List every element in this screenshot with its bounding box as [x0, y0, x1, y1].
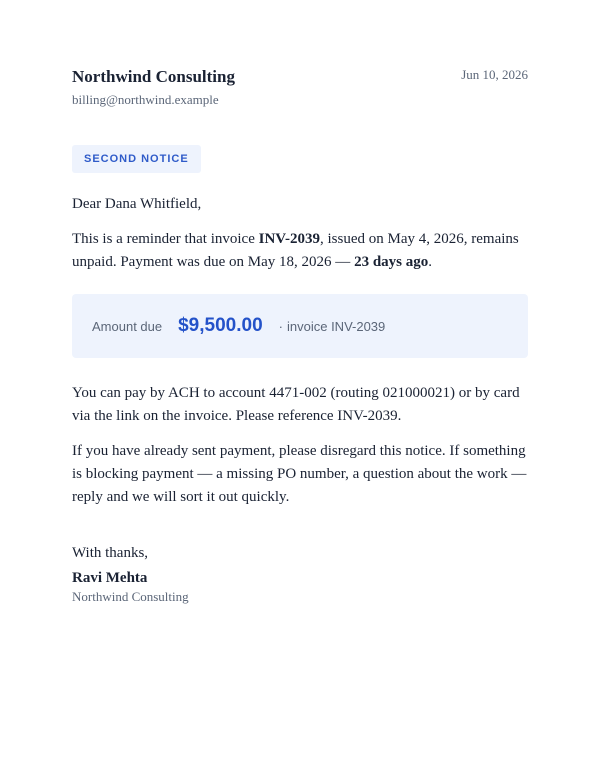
notice-badge: SECOND NOTICE: [72, 145, 201, 173]
letter-date: Jun 10, 2026: [461, 67, 528, 82]
payment-instructions: You can pay by ACH to account 4471-002 (routing 021000021) or by card via the link on the invoice. Please reference INV-2039.: [72, 385, 520, 424]
amount-due-label: Amount due: [92, 318, 163, 334]
overdue-duration: 23 days ago: [354, 254, 429, 270]
signer-company: Northwind Consulting: [72, 589, 189, 604]
salutation: Dear Dana Whitfield,: [72, 196, 202, 212]
reminder-text-2: , issued on May 4, 2026, remains unpaid. Payment was due on May 18, 2026 —: [72, 231, 519, 270]
sender-company-name: Northwind Consulting: [72, 67, 235, 86]
reminder-text-3: .: [428, 254, 432, 270]
amount-due-box: [72, 294, 528, 358]
sender-email: billing@northwind.example: [72, 92, 219, 107]
reminder-text-1: This is a reminder that invoice: [72, 231, 259, 247]
reminder-paragraph: [72, 228, 528, 274]
amount-due-value: $9,500.00: [178, 315, 263, 336]
letter-header: [72, 0, 528, 137]
amount-invoice-ref: invoice INV-2039: [286, 318, 386, 334]
signer-name: Ravi Mehta: [72, 570, 148, 586]
disregard-note: If you have already sent payment, please disregard this notice. If something is blocking payment — a missing PO number, a question about the work — reply and we will sort it out quickly.: [72, 443, 527, 505]
amount-separator: ·: [278, 318, 283, 334]
invoice-id: INV-2039: [258, 231, 321, 247]
closing-line: With thanks,: [72, 545, 149, 561]
